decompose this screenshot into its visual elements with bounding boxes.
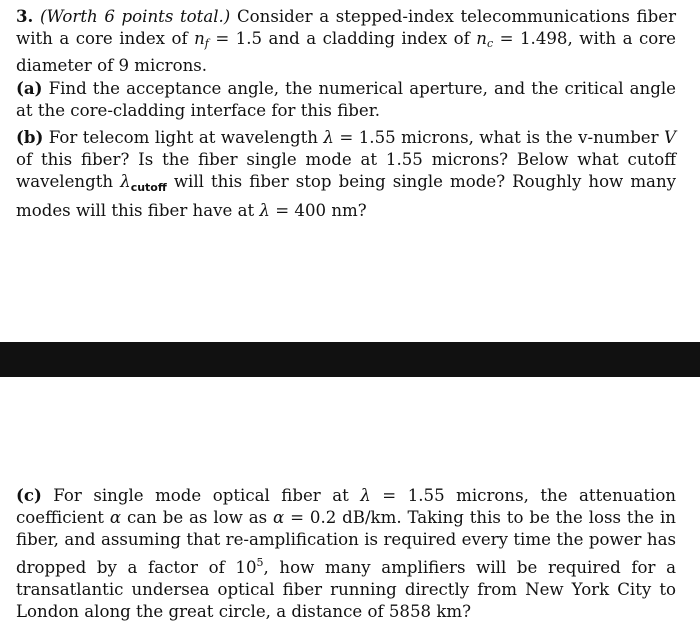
- points-note: (Worth 6 points total.): [40, 7, 231, 26]
- lambda-cutoff-symbol: λ: [120, 172, 131, 192]
- part-b-label: (b): [16, 127, 44, 147]
- part-a: [16, 77, 676, 122]
- core-index-subscript: f: [204, 37, 209, 51]
- part-a-label: (a): [16, 78, 43, 98]
- problem-number: 3.: [16, 6, 34, 26]
- intro-text-2: and a cladding index of: [262, 29, 477, 49]
- cladding-index-symbol: n: [476, 29, 487, 49]
- part-c-text-4: = 0.2 dB/km. Taking this to be the loss the in fiber, and assuming that re-amplification is required every time the power has dropped by a factor of 10: [16, 508, 676, 577]
- lambda-symbol-3: λ: [360, 486, 371, 505]
- part-c-text-3: can be as low as: [121, 508, 273, 528]
- part-c-text-1: For single mode optical fiber at: [41, 486, 361, 505]
- alpha-symbol-2: α: [273, 508, 285, 528]
- v-number-symbol: V: [664, 128, 676, 147]
- lambda-symbol-2: λ: [259, 200, 270, 220]
- problem-intro: [16, 5, 676, 78]
- lambda-symbol: λ: [323, 128, 334, 147]
- cladding-index-value: = 1.498: [493, 29, 568, 49]
- power-exponent: 5: [256, 555, 264, 569]
- intro-text-1: Consider a stepped-index telecommunications fiber with a core index of: [16, 7, 677, 49]
- part-b-text-1: For telecom light at wavelength: [43, 128, 324, 147]
- part-b-text-2: = 1.55 microns, what is the v-number: [333, 128, 665, 147]
- part-c: [16, 484, 676, 623]
- part-c-label: (c): [16, 485, 42, 505]
- cutoff-subscript: cutoff: [130, 181, 167, 195]
- part-b: [16, 126, 676, 222]
- alpha-symbol: α: [109, 508, 122, 528]
- part-c-text-5: , how many amplifiers will be required for a transatlantic undersea optical fiber running directly from New York City to London along the great circle, a distance of 5858 km?: [16, 557, 676, 622]
- intro-text-3: , with a core diameter of 9 microns.: [16, 29, 676, 76]
- core-index-symbol: n: [194, 29, 205, 49]
- part-a-text: Find the acceptance angle, the numerical aperture, and the critical angle at the core-cladding interface for this fiber.: [16, 79, 676, 121]
- core-index-value: = 1.5: [208, 29, 263, 49]
- part-b-text-4: will this fiber stop being single mode? Roughly how many modes will this fiber have at: [16, 172, 677, 220]
- part-c-text-2: = 1.55 microns, the attenuation coefficient: [16, 486, 676, 528]
- cladding-index-subscript: c: [486, 37, 494, 51]
- redaction-bar: [0, 342, 700, 377]
- part-b-text-5: = 400 nm?: [269, 200, 367, 220]
- part-b-text-3: of this fiber? Is the fiber single mode at 1.55 microns? Below what cutoff wavelength: [16, 150, 676, 192]
